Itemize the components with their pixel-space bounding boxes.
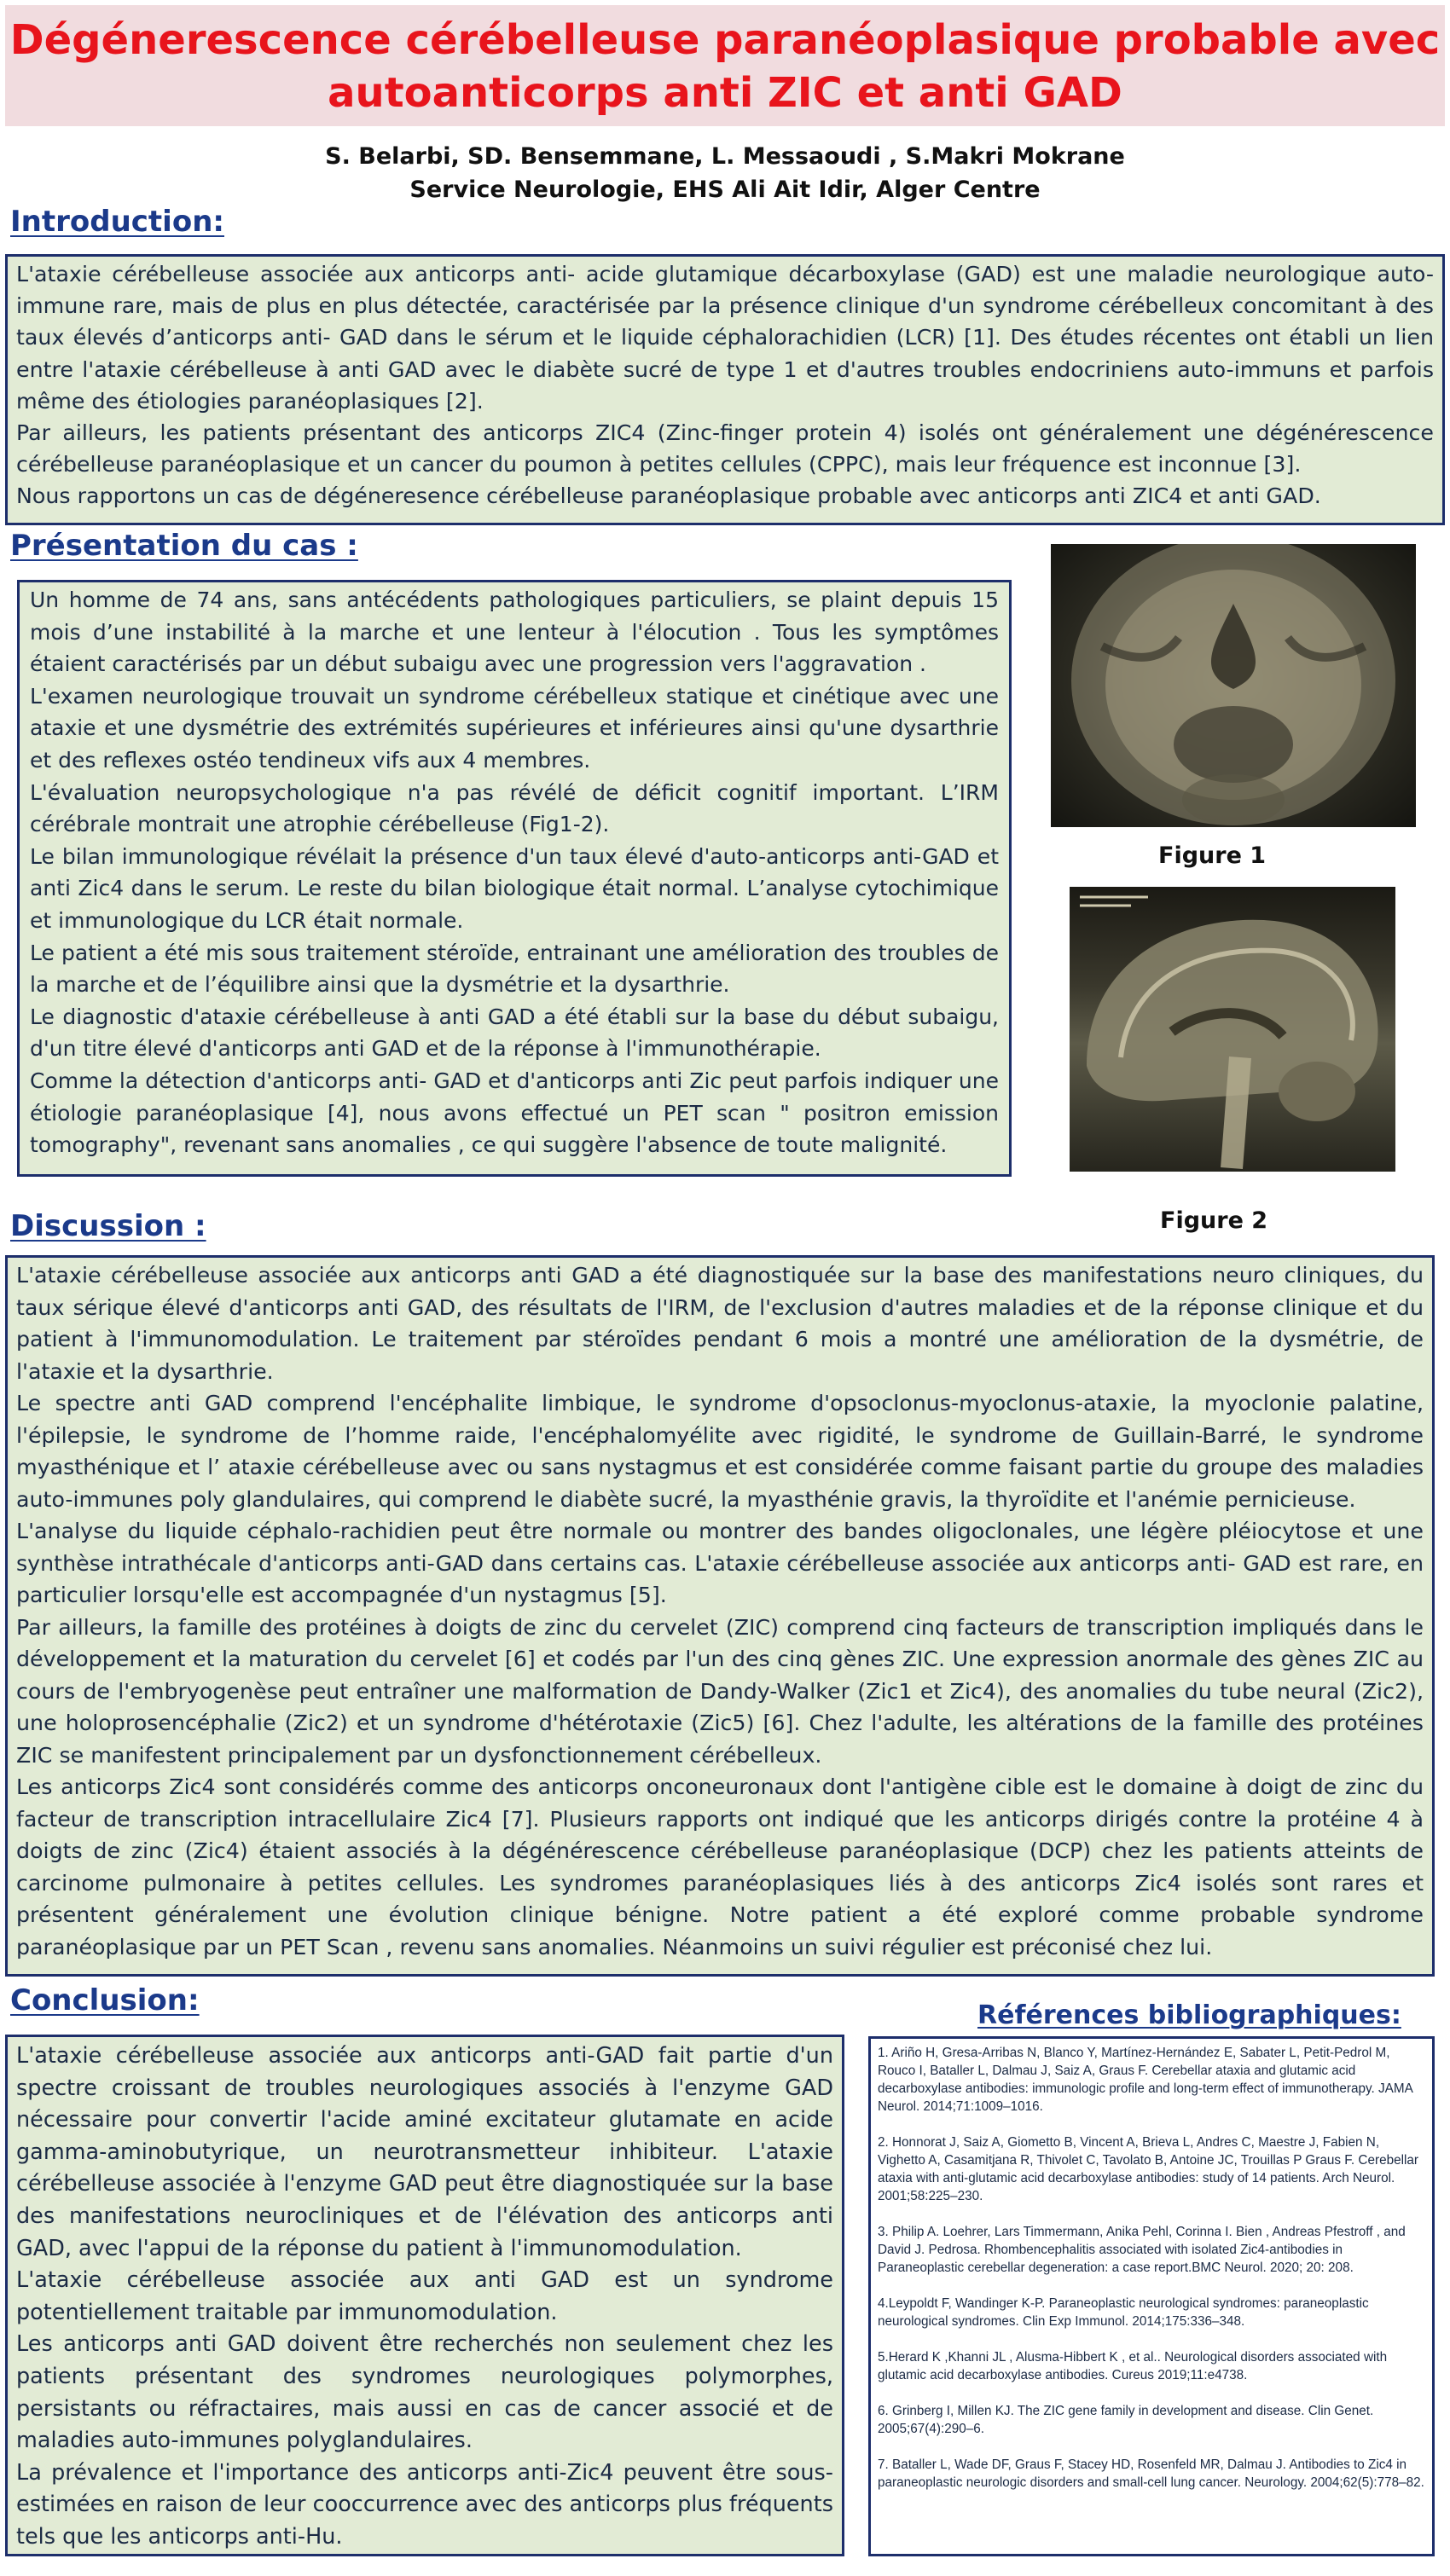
- reference-item: 5.Herard K ,Khanni JL , Alusma-Hibbert K , et al.. Neurological disorders associated with glutamic acid decarboxylase antibodies. Cureus 2019;11:e4738.: [878, 2350, 1388, 2382]
- poster-title-banner: [5, 5, 1445, 126]
- conclusion-heading: Conclusion:: [10, 1983, 200, 2017]
- discussion-heading: Discussion :: [10, 1209, 206, 1243]
- reference-item: 7. Bataller L, Wade DF, Graus F, Stacey HD, Rosenfeld MR, Dalmau J. Antibodies to Zic4 in paraneoplastic neurologic disorders and small-cell lung cancer. Neurology. 2004;62(5):778–82.: [878, 2457, 1424, 2490]
- case-paragraph: Le bilan immunologique révélait la présence d'un taux élevé d'auto-anticorps anti-GAD et anti Zic4 dans le serum. Le reste du bilan biologique était normal. L’analyse cytochimique et immunologique du LCR était normale.: [30, 843, 999, 933]
- figure-2-mri-sagittal-image: [1070, 887, 1395, 1172]
- references-box: [868, 2036, 1435, 2556]
- introduction-box: [5, 254, 1445, 525]
- case-paragraph: L'examen neurologique trouvait un syndrome cérébelleux statique et cinétique avec une ataxie et une dysmétrie des extrémités supérieures et inférieures ainsi qu'une dysarthrie et des reflexes ostéo tendineux vifs aux 4 membres.: [30, 683, 999, 773]
- conclusion-paragraph: L'ataxie cérébelleuse associée aux anticorps anti-GAD fait partie d'un spectre croissant de troubles neurologiques associés à l'enzyme GAD nécessaire pour convertir l'acide aminé excitateur glutamate en acide gamma-aminobutyrique, un neurotransmetteur inhibiteur. L'ataxie cérébelleuse associée à l'enzyme GAD peut être diagnostiquée sur la base des manifestations neurocliniques et de l'élévation des anticorps anti GAD, avec l'appui de la réponse du patient à l'immunomodulation.: [16, 2043, 833, 2261]
- poster-title-line-2: autoanticorps anti ZIC et anti GAD: [328, 69, 1122, 117]
- case-box: [17, 580, 1012, 1177]
- conclusion-paragraph: Les anticorps anti GAD doivent être recherchés non seulement chez les patients présentant des syndromes neurologiques polymorphes, persistants ou réfractaires, mais aussi en cas de cancer associé et de maladies auto-immunes polyglandulaires.: [16, 2331, 833, 2454]
- case-paragraph: L'évaluation neuropsychologique n'a pas révélé de déficit cognitif important. L’IRM cérébrale montrait une atrophie cérébelleuse (Fig1-2).: [30, 779, 999, 837]
- figure-2-label: Figure 2: [1160, 1207, 1268, 1234]
- conclusion-paragraph: La prévalence et l'importance des anticorps anti-Zic4 peuvent être sous-estimées en raison de leur cooccurrence avec des anticorps plus fréquents tels que les anticorps anti-Hu.: [16, 2459, 833, 2550]
- introduction-paragraph: Nous rapportons un cas de dégéneresence cérébelleuse paranéoplasique probable avec anticorps anti ZIC4 et anti GAD.: [16, 483, 1321, 509]
- figure-1-label: Figure 1: [1158, 842, 1267, 869]
- introduction-heading: Introduction:: [10, 205, 224, 239]
- authors-block: [0, 140, 1450, 206]
- case-paragraph: Le patient a été mis sous traitement stéroïde, entrainant une amélioration des troubles de la marche et de l’équilibre ainsi que la dysmétrie et la dysarthrie.: [30, 940, 999, 998]
- introduction-paragraph: L'ataxie cérébelleuse associée aux anticorps anti- acide glutamique décarboxylase (GAD) est une maladie neurologique auto-immune rare, mais de plus en plus détectée, caractérisée par la présence clinique d'un syndrome cérébelleux concomitant à des taux élevés d’anticorps anti- GAD dans le sérum et le liquide céphalorachidien (LCR) [1]. Des études récentes ont établi un lien entre l'ataxie cérébelleuse à anti GAD avec le diabète sucré de type 1 et d'autres troubles endocriniens auto-immuns et parfois même des étiologies paranéoplasiques [2].: [16, 262, 1434, 414]
- case-paragraph: Comme la détection d'anticorps anti- GAD et d'anticorps anti Zic peut parfois indiquer une étiologie paranéoplasique [4], nous avons effectué un PET scan " positron emission tomography", revenant sans anomalies , ce qui suggère l'absence de toute malignité.: [30, 1068, 999, 1158]
- reference-item: 1. Ariño H, Gresa-Arribas N, Blanco Y, Martínez-Hernández E, Sabater L, Petit-Pedrol M, Rouco I, Bataller L, Dalmau J, Saiz A, Graus F. Cerebellar ataxia and glutamic acid decarboxylase antibodies: immunologic profile and long-term effect of immunotherapy. JAMA Neurol. 2014;71:1009–1016.: [878, 2046, 1412, 2114]
- discussion-paragraph: Le spectre anti GAD comprend l'encéphalite limbique, le syndrome d'opsoclonus-myoclonus-ataxie, la myoclonie palatine, l'épilepsie, le syndrome de l’homme raide, l'encéphalomyélite avec rigidité, le syndrome de Guillain-Barré, le syndrome myasthénique et l’ ataxie cérébelleuse avec ou sans nystagmus et est considérée comme faisant partie du groupe des maladies auto-immunes poly glandulaires, qui comprend le diabète sucré, la myasthénie gravis, la thyroïdite et l'anémie pernicieuse.: [16, 1391, 1424, 1512]
- conclusion-paragraph: L'ataxie cérébelleuse associée aux anti GAD est un syndrome potentiellement traitable par immunomodulation.: [16, 2267, 833, 2325]
- discussion-paragraph: L'ataxie cérébelleuse associée aux anticorps anti GAD a été diagnostiquée sur la base des manifestations neuro cliniques, du taux sérique élevé d'anticorps anti GAD, des résultats de l'IRM, de l'exclusion d'autres maladies et de la réponse clinique et du patient à l'immunomodulation. Le traitement par stéroïdes pendant 6 mois a montré une amélioration de la dysmétrie, de l'ataxie et la dysarthrie.: [16, 1263, 1424, 1384]
- references-heading: Références bibliographiques:: [977, 2000, 1401, 2030]
- mri-sagittal-drawing: [1070, 887, 1395, 1172]
- conclusion-box: [5, 2035, 844, 2556]
- discussion-paragraph: L'analyse du liquide céphalo-rachidien peut être normale ou montrer des bandes oligoclonales, une légère pléiocytose et une synthèse intrathécale d'anticorps anti-GAD dans certains cas. L'ataxie cérébelleuse associée aux anticorps anti- GAD est rare, en particulier lorsqu'elle est accompagnée d'un nystagmus [5].: [16, 1519, 1424, 1607]
- reference-item: 6. Grinberg I, Millen KJ. The ZIC gene family in development and disease. Clin Genet. 2005;67(4):290–6.: [878, 2404, 1374, 2436]
- figure-1-mri-axial-image: [1051, 544, 1416, 827]
- reference-item: 3. Philip A. Loehrer, Lars Timmermann, Anika Pehl, Corinna I. Bien , Andreas Pfestroff , and David J. Pedrosa. Rhombencephalitis associated with isolated Zic4-antibodies in Paraneoplastic cerebellar degeneration: a case report.BMC Neurol. 2020; 20: 208.: [878, 2225, 1406, 2275]
- discussion-paragraph: Les anticorps Zic4 sont considérés comme des anticorps onconeuronaux dont l'antigène cible est le domaine à doigt de zinc du facteur de transcription intracellulaire Zic4 [7]. Plusieurs rapports ont indiqué que les anticorps dirigés contre la protéine 4 à doigts de zinc (Zic4) étaient associés à la dégénérescence cérébelleuse paranéoplasique (DCP) chez les patients atteints de carcinome pulmonaire à petites cellules. Les syndromes paranéoplasiques liés à des anticorps Zic4 isolés sont rares et présentent généralement une évolution clinique bénigne. Notre patient a été exploré comme probable syndrome paranéoplasique par un PET Scan , revenu sans anomalies. Néanmoins un suivi régulier est préconisé chez lui.: [16, 1774, 1424, 1959]
- poster-title-line-1: Dégénerescence cérébelleuse paranéoplasique probable avec: [9, 16, 1441, 64]
- discussion-box: [5, 1255, 1435, 1977]
- discussion-paragraph: Par ailleurs, la famille des protéines à doigts de zinc du cervelet (ZIC) comprend cinq facteurs de transcription impliqués dans le développement et la maturation du cervelet [6] et codés par l'un des cinq gènes ZIC. Une expression anormale des gènes ZIC au cours de l'embryogenèse peut entraîner une malformation de Dandy-Walker (Zic1 et Zic4), des anomalies du tube neural (Zic2), une holoprosencéphalie (Zic2) et un syndrome d'hétérotaxie (Zic5) [6]. Chez l'adulte, les altérations de la famille des protéines ZIC se manifestent principalement par un dysfonctionnement cérébelleux.: [16, 1614, 1424, 1768]
- reference-item: 4.Leypoldt F, Wandinger K-P. Paraneoplastic neurological syndromes: paraneoplastic neurological syndromes. Clin Exp Immunol. 2014;175:336–348.: [878, 2296, 1369, 2329]
- affiliation: Service Neurologie, EHS Ali Ait Idir, Alger Centre: [409, 177, 1041, 203]
- introduction-paragraph: Par ailleurs, les patients présentant des anticorps ZIC4 (Zinc-finger protein 4) isolés ont généralement une dégénérescence cérébelleuse paranéoplasique et un cancer du poumon à petites cellules (CPPC), mais leur fréquence est inconnue [3].: [16, 420, 1434, 478]
- case-paragraph: Le diagnostic d'ataxie cérébelleuse à anti GAD a été établi sur la base du début subaigu, d'un titre élevé d'anticorps anti GAD et de la réponse à l'immunothérapie.: [30, 1004, 999, 1062]
- case-heading: Présentation du cas :: [10, 529, 358, 563]
- author-list: S. Belarbi, SD. Bensemmane, L. Messaoudi , S.Makri Mokrane: [325, 143, 1125, 170]
- mri-axial-drawing: [1051, 544, 1416, 827]
- case-paragraph: Un homme de 74 ans, sans antécédents pathologiques particuliers, se plaint depuis 15 mois d’une instabilité à la marche et une lenteur à l'élocution . Tous les symptômes étaient caractérisés par un début subaigu avec une progression vers l'aggravation .: [30, 588, 999, 677]
- reference-item: 2. Honnorat J, Saiz A, Giometto B, Vincent A, Brieva L, Andres C, Maestre J, Fabien N, Vighetto A, Casamitjana R, Thivolet C, Tavolato B, Antoine JC, Trouillas P Graus F. Cerebellar ataxia with anti-glutamic acid decarboxylase antibodies: study of 14 patients. Arch Neurol. 2001;58:225–230.: [878, 2135, 1419, 2203]
